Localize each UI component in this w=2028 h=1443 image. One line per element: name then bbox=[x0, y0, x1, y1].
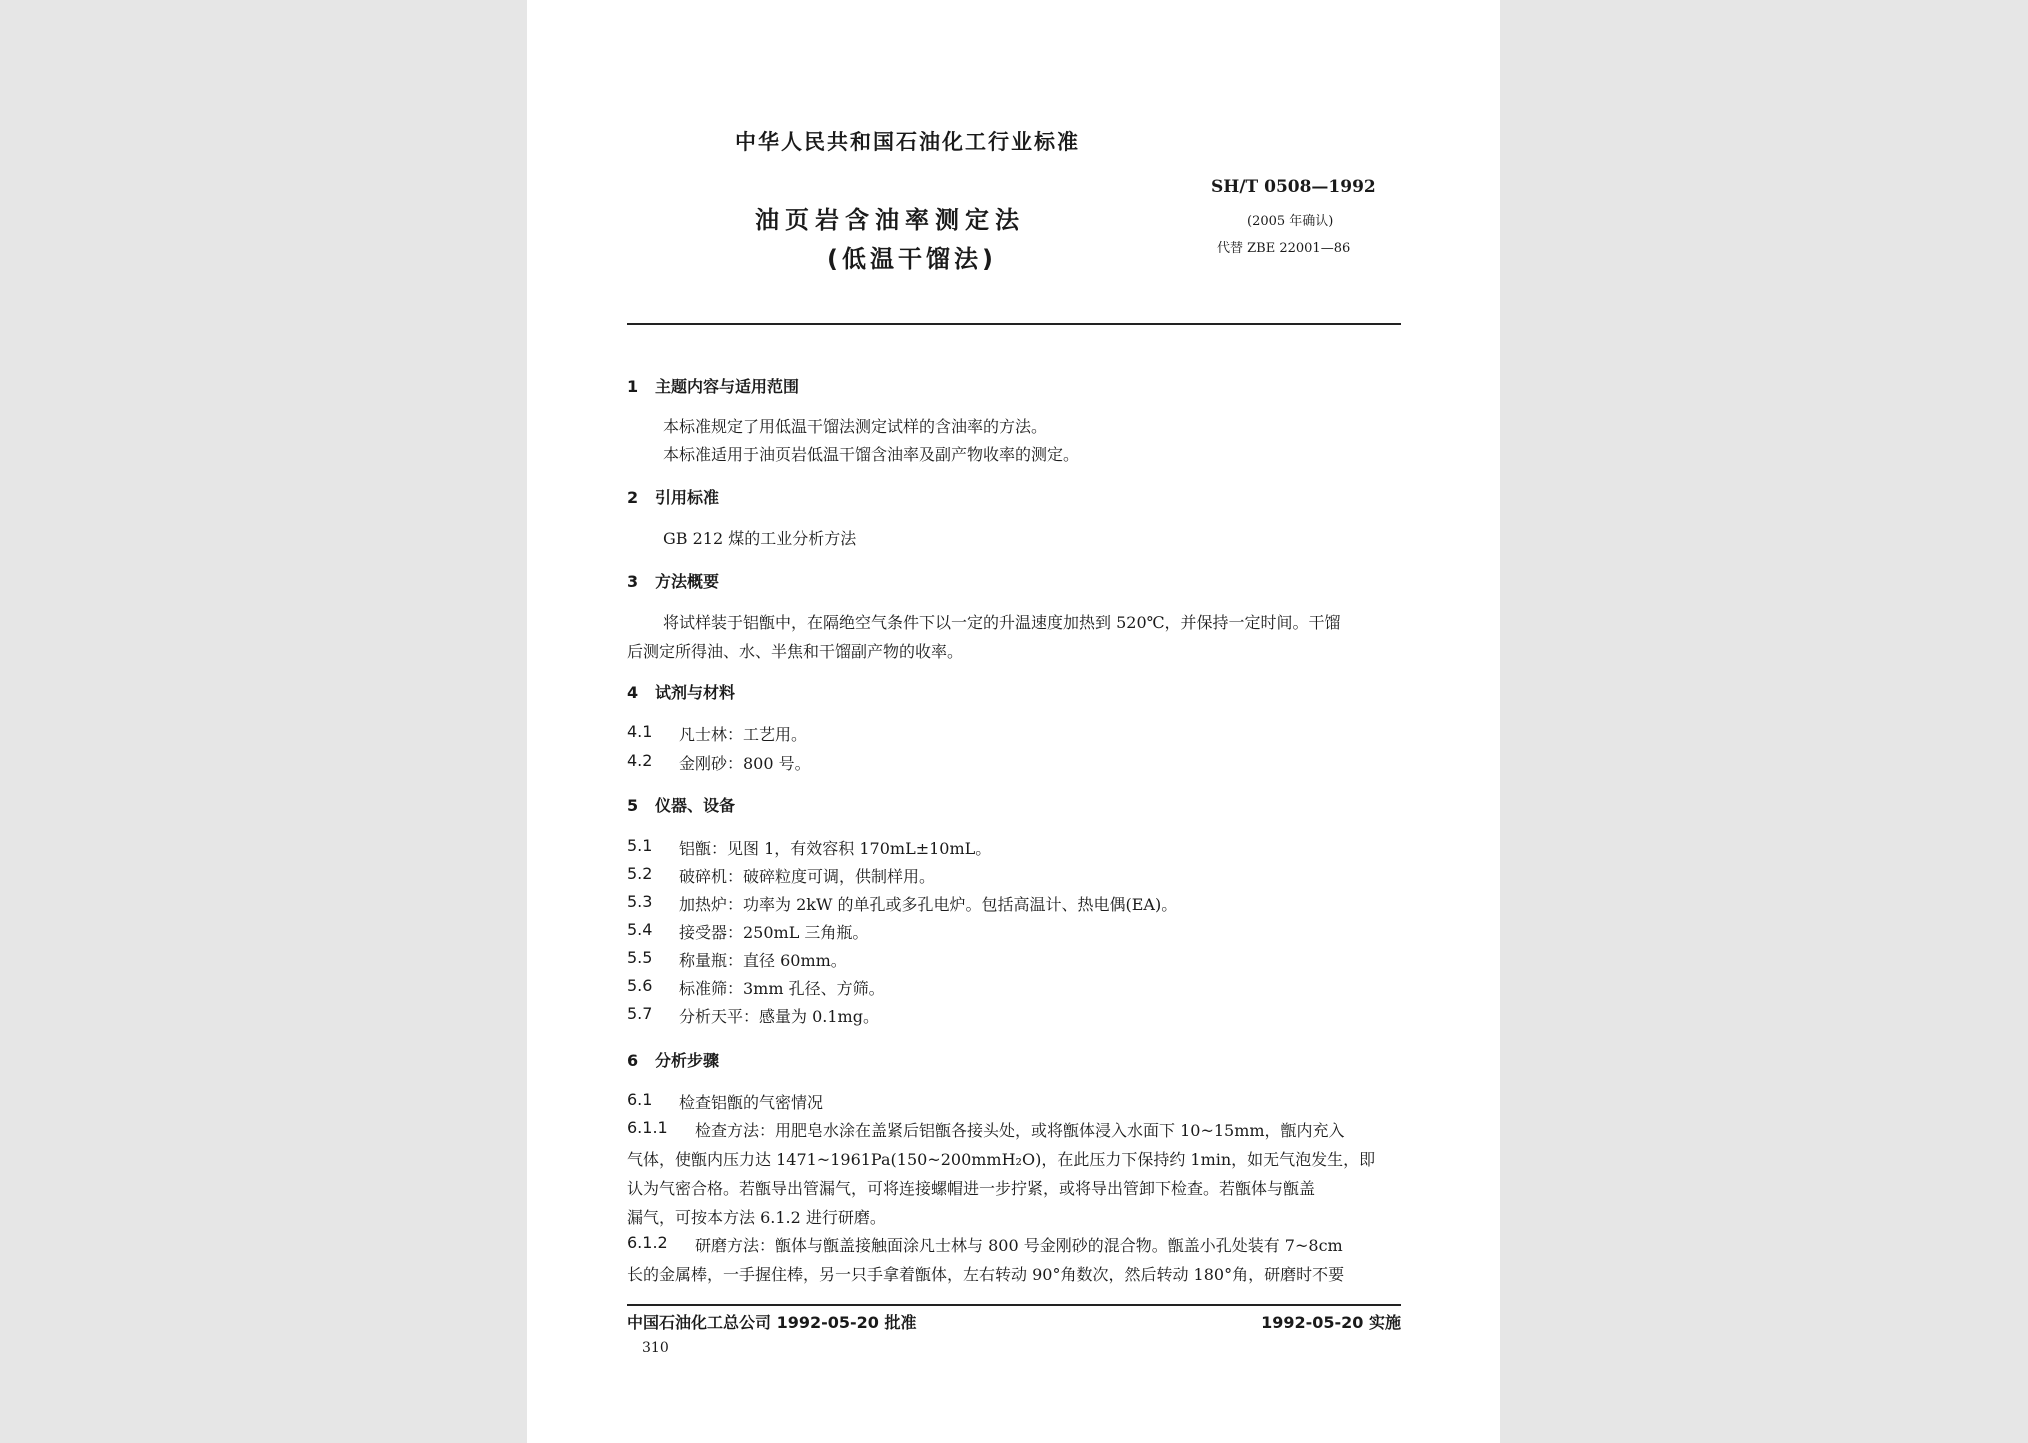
paragraph: 将试样装于铝甑中，在隔绝空气条件下以一定的升温速度加热到 520℃，并保持一定时间。干馏 bbox=[663, 613, 1341, 632]
item-number: 4.1 bbox=[627, 722, 653, 741]
paragraph: 漏气，可按本方法 6.1.2 进行研磨。 bbox=[627, 1208, 886, 1227]
item-text: 分析天平：感量为 0.1mg。 bbox=[679, 1007, 879, 1026]
approval-note: 中国石油化工总公司 1992-05-20 批准 bbox=[627, 1313, 917, 1332]
paragraph: 检查方法：用肥皂水涂在盖紧后铝甑各接头处，或将甑体浸入水面下 10~15mm，甑内充入 bbox=[695, 1121, 1345, 1140]
item-number: 5.4 bbox=[627, 920, 653, 939]
item-number: 5.6 bbox=[627, 976, 653, 995]
subsection-number: 6.1 bbox=[627, 1090, 653, 1109]
paragraph: 气体，使甑内压力达 1471~1961Pa(150~200mmH₂O)，在此压力下保持约 1min，如无气泡发生，即 bbox=[627, 1150, 1376, 1169]
footer-divider bbox=[627, 1304, 1401, 1306]
replaces-note: 代替 ZBE 22001—86 bbox=[1217, 241, 1351, 256]
paragraph: 后测定所得油、水、半焦和干馏副产物的收率。 bbox=[627, 642, 964, 661]
doc-subtitle: (低温干馏法) bbox=[827, 245, 997, 273]
paragraph: 本标准规定了用低温干馏法测定试样的含油率的方法。 bbox=[663, 417, 1048, 436]
section-heading: 4 试剂与材料 bbox=[627, 683, 736, 702]
item-number: 5.2 bbox=[627, 864, 653, 883]
item-text: 加热炉：功率为 2kW 的单孔或多孔电炉。包括高温计、热电偶(EA)。 bbox=[679, 895, 1178, 914]
issuing-org-header: 中华人民共和国石油化工行业标准 bbox=[735, 130, 1080, 154]
paragraph: GB 212 煤的工业分析方法 bbox=[663, 529, 857, 548]
document-page bbox=[527, 0, 1500, 1443]
subsection-title: 检查铝甑的气密情况 bbox=[679, 1093, 824, 1112]
item-text: 凡士林：工艺用。 bbox=[679, 725, 808, 744]
section-heading: 5 仪器、设备 bbox=[627, 796, 736, 815]
subsection-number: 6.1.2 bbox=[627, 1233, 668, 1252]
doc-title: 油页岩含油率测定法 bbox=[755, 206, 1025, 234]
paragraph: 长的金属棒，一手握住棒，另一只手拿着甑体，左右转动 90°角数次，然后转动 180°角，研磨时不要 bbox=[627, 1265, 1345, 1284]
item-text: 破碎机：破碎粒度可调，供制样用。 bbox=[679, 867, 936, 886]
header-divider bbox=[627, 323, 1401, 325]
item-text: 金刚砂：800 号。 bbox=[679, 754, 811, 773]
paragraph: 本标准适用于油页岩低温干馏含油率及副产物收率的测定。 bbox=[663, 445, 1080, 464]
paragraph: 认为气密合格。若甑导出管漏气，可将连接螺帽进一步拧紧，或将导出管卸下检查。若甑体与甑盖 bbox=[627, 1179, 1316, 1198]
item-number: 5.3 bbox=[627, 892, 653, 911]
section-heading: 6 分析步骤 bbox=[627, 1051, 720, 1070]
standard-code: SH/T 0508—1992 bbox=[1211, 177, 1376, 197]
item-number: 5.7 bbox=[627, 1004, 653, 1023]
item-text: 铝甑：见图 1，有效容积 170mL±10mL。 bbox=[679, 839, 992, 858]
item-number: 5.5 bbox=[627, 948, 653, 967]
item-number: 5.1 bbox=[627, 836, 653, 855]
item-number: 4.2 bbox=[627, 751, 653, 770]
item-text: 称量瓶：直径 60mm。 bbox=[679, 951, 847, 970]
section-heading: 2 引用标准 bbox=[627, 488, 720, 507]
section-heading: 1 主题内容与适用范围 bbox=[627, 377, 800, 396]
page-number: 310 bbox=[642, 1340, 669, 1356]
section-heading: 3 方法概要 bbox=[627, 572, 720, 591]
paragraph: 研磨方法：甑体与甑盖接触面涂凡士林与 800 号金刚砂的混合物。甑盖小孔处装有 7~8cm bbox=[695, 1236, 1343, 1255]
effective-date: 1992-05-20 实施 bbox=[1261, 1313, 1401, 1332]
confirmation-note: (2005 年确认) bbox=[1247, 214, 1334, 229]
item-text: 标准筛：3mm 孔径、方筛。 bbox=[679, 979, 885, 998]
subsection-number: 6.1.1 bbox=[627, 1118, 668, 1137]
item-text: 接受器：250mL 三角瓶。 bbox=[679, 923, 869, 942]
